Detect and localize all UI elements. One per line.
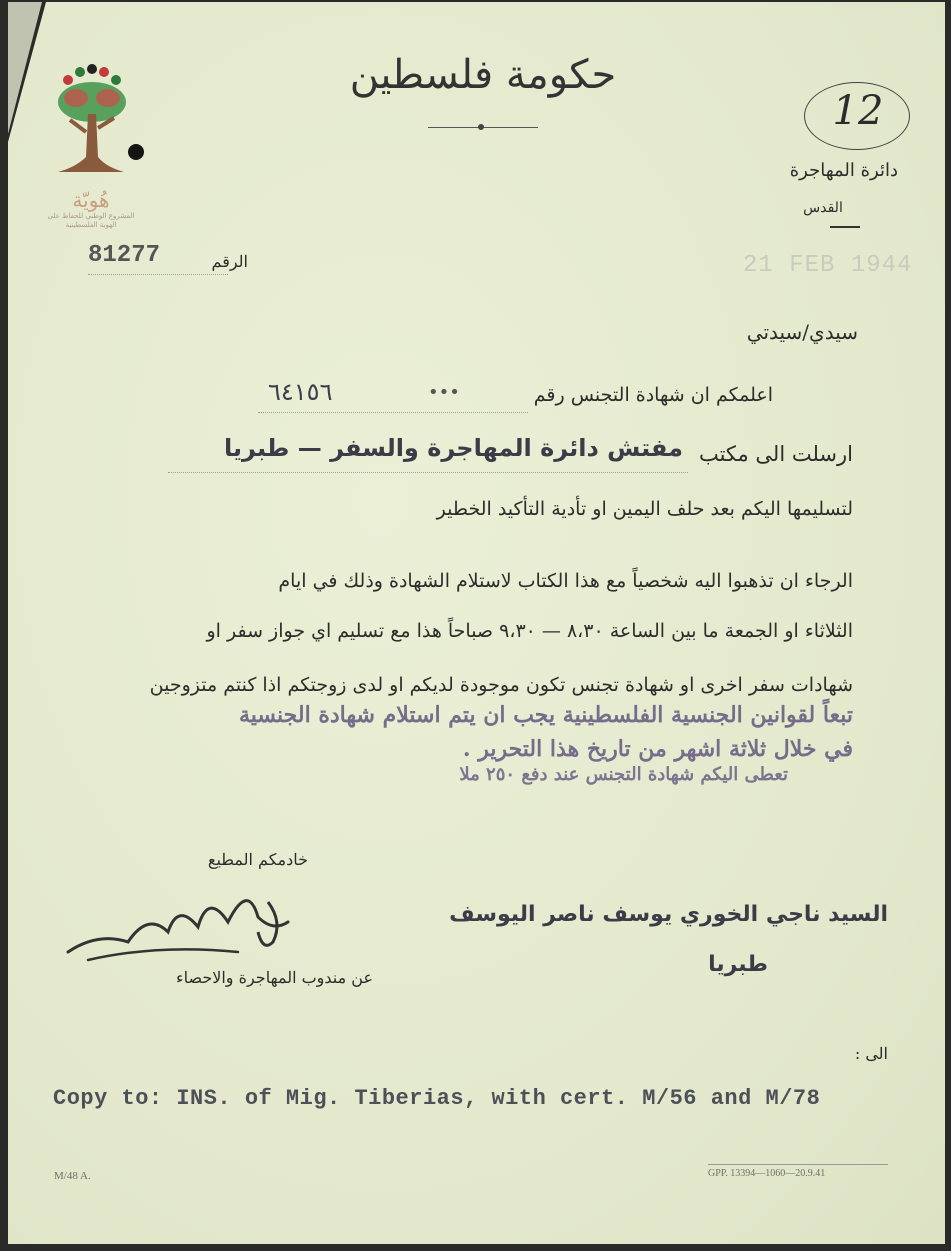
nationality-stamp-line-1: تبعاً لقوانين الجنسية الفلسطينية يجب ان يتم استلام شهادة الجنسية xyxy=(238,702,853,728)
received-date-stamp: 21 FEB 1944 xyxy=(743,252,913,279)
hawiya-logo xyxy=(46,62,136,252)
nationality-stamp-line-2: في خلال ثلاثة اشهر من تاريخ هذا التحرير . xyxy=(462,736,853,762)
handwritten-signature xyxy=(58,872,298,972)
certificate-number: ٦٤١٥٦ xyxy=(268,378,333,406)
document-page xyxy=(8,2,945,1244)
government-title: حكومة فلسطين xyxy=(349,52,617,98)
page-corner-fold-inner xyxy=(8,2,42,134)
page-number: 12 xyxy=(832,88,884,134)
to-label: الى : xyxy=(854,1044,888,1063)
signatory-title: عن مندوب المهاجرة والاحصاء xyxy=(176,968,373,987)
instructions-line-1: الرجاء ان تذهبوا اليه شخصياً مع هذا الكتاب لاستلام الشهادة وذلك في ايام xyxy=(278,570,853,592)
logo-name: هُويّة xyxy=(72,188,110,212)
delivery-condition: لتسليمها اليكم بعد حلف اليمين او تأدية التأكيد الخطير xyxy=(436,498,853,520)
addressee-city: طبريا xyxy=(708,952,768,977)
line1-dotted xyxy=(258,412,528,413)
tree-logo-icon xyxy=(46,62,136,182)
form-code: M/48 A. xyxy=(54,1170,91,1182)
instructions-line-3: شهادات سفر اخرى او شهادة تجنس تكون موجودة لديكم او لدى زوجتكم اذا كنتم متزوجين xyxy=(149,674,853,696)
city-name: القدس xyxy=(803,200,843,216)
city-underline xyxy=(830,226,860,228)
addressee-name: السيد ناجي الخوري يوسف ناصر اليوسف xyxy=(449,902,888,927)
title-rule-dot xyxy=(478,124,484,130)
instructions-line-2: الثلاثاء او الجمعة ما بين الساعة ٨،٣٠ — ٩،٣٠ صباحاً هذا مع تسليم اي جواز سفر او xyxy=(206,620,853,642)
reference-dotted-line xyxy=(88,274,228,275)
copy-to-line: Copy to: INS. of Mig. Tiberias, with cert. M/56 and M/78 xyxy=(53,1086,821,1111)
punch-hole xyxy=(128,144,144,160)
fee-stamp-line: تعطى اليكم شهادة التجنس عند دفع ٢٥٠ ملا xyxy=(459,764,788,785)
closing-phrase: خادمكم المطيع xyxy=(207,850,308,869)
sent-to-text: ارسلت الى مكتب xyxy=(698,442,853,466)
footer-rule xyxy=(708,1164,888,1165)
department-name: دائرة المهاجرة xyxy=(789,160,898,181)
destination-office: مفتش دائرة المهاجرة والسفر — طبريا xyxy=(224,434,683,462)
logo-tagline: المشروع الوطني للحفاظ على الهوية الفلسطينية xyxy=(47,212,135,229)
reference-number: 81277 xyxy=(88,242,161,269)
salutation: سيدي/سيدتي xyxy=(746,320,858,344)
print-code: GPP. 13394—1060—20.9.41 xyxy=(708,1168,826,1179)
line2-dotted xyxy=(168,472,688,473)
reference-label: الرقم xyxy=(211,252,248,271)
certificate-notice-text: اعلمكم ان شهادة التجنس رقم xyxy=(533,384,773,406)
certificate-serial-mark: ••• xyxy=(428,382,460,403)
